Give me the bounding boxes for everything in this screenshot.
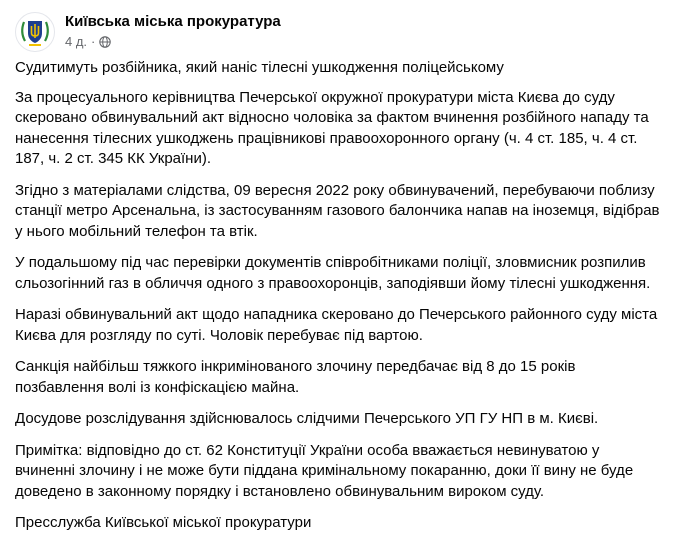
prosecutor-emblem-icon bbox=[16, 13, 54, 51]
post-time[interactable]: 4 д. bbox=[65, 34, 88, 49]
post-headline: Судитимуть розбійника, який наніс тілесні ушкодження поліцейському bbox=[15, 59, 504, 76]
post-paragraph: Згідно з матеріалами слідства, 09 вересня 2022 року обвинувачений, перебуваючи поблизу станції метро Арсенальна, із застосуванням газового балончика напав на іноземця, відібрав у нього мобільний телефон та втік. bbox=[15, 181, 660, 240]
post-meta bbox=[65, 34, 111, 50]
post-paragraph: Примітка: відповідно до ст. 62 Конституції України особа вважається невинуватою у вчиненні злочину і не може бути піддана кримінальному покаранню, доки її вину не буде доведено в законному порядку і встановлено обвинувальним вироком суду. bbox=[15, 441, 634, 500]
post-signature: Пресслужба Київської міської прокуратури bbox=[15, 514, 312, 531]
page-avatar[interactable] bbox=[15, 12, 55, 52]
post-paragraph: Наразі обвинувальний акт щодо нападника скеровано до Печерського районного суду міста Києва для розгляду по суті. Чоловік перебуває під вартою. bbox=[15, 306, 658, 344]
post-header bbox=[15, 12, 655, 52]
globe-icon bbox=[99, 36, 111, 48]
post-paragraph: У подальшому під час перевірки документів співробітниками поліції, зловмисник розпилив сльозогінний газ в обличчя одного з правоохоронців, заподіявши йому тілесні ушкодження. bbox=[15, 254, 651, 292]
post-body bbox=[15, 58, 660, 545]
post-paragraph: Санкція найбільш тяжкого інкримінованого злочину передбачає від 8 до 15 років позбавлення волі із конфіскацією майна. bbox=[15, 358, 576, 396]
post-paragraph: За процесуального керівництва Печерської окружної прокуратури міста Києва до суду скеровано обвинувальний акт відносно чоловіка за фактом вчинення розбійного нападу та нанесення тілесних ушкоджень працівникові правоохоронного органу (ч. 4 ст. 185, ч. 4 ст. 187, ч. 2 ст. 345 КК України). bbox=[15, 88, 649, 167]
meta-separator: · bbox=[91, 34, 96, 49]
post-paragraph: Досудове розслідування здійснювалось слідчими Печерського УП ГУ НП в м. Києві. bbox=[15, 410, 599, 427]
page-name[interactable]: Київська міська прокуратура bbox=[65, 13, 281, 30]
